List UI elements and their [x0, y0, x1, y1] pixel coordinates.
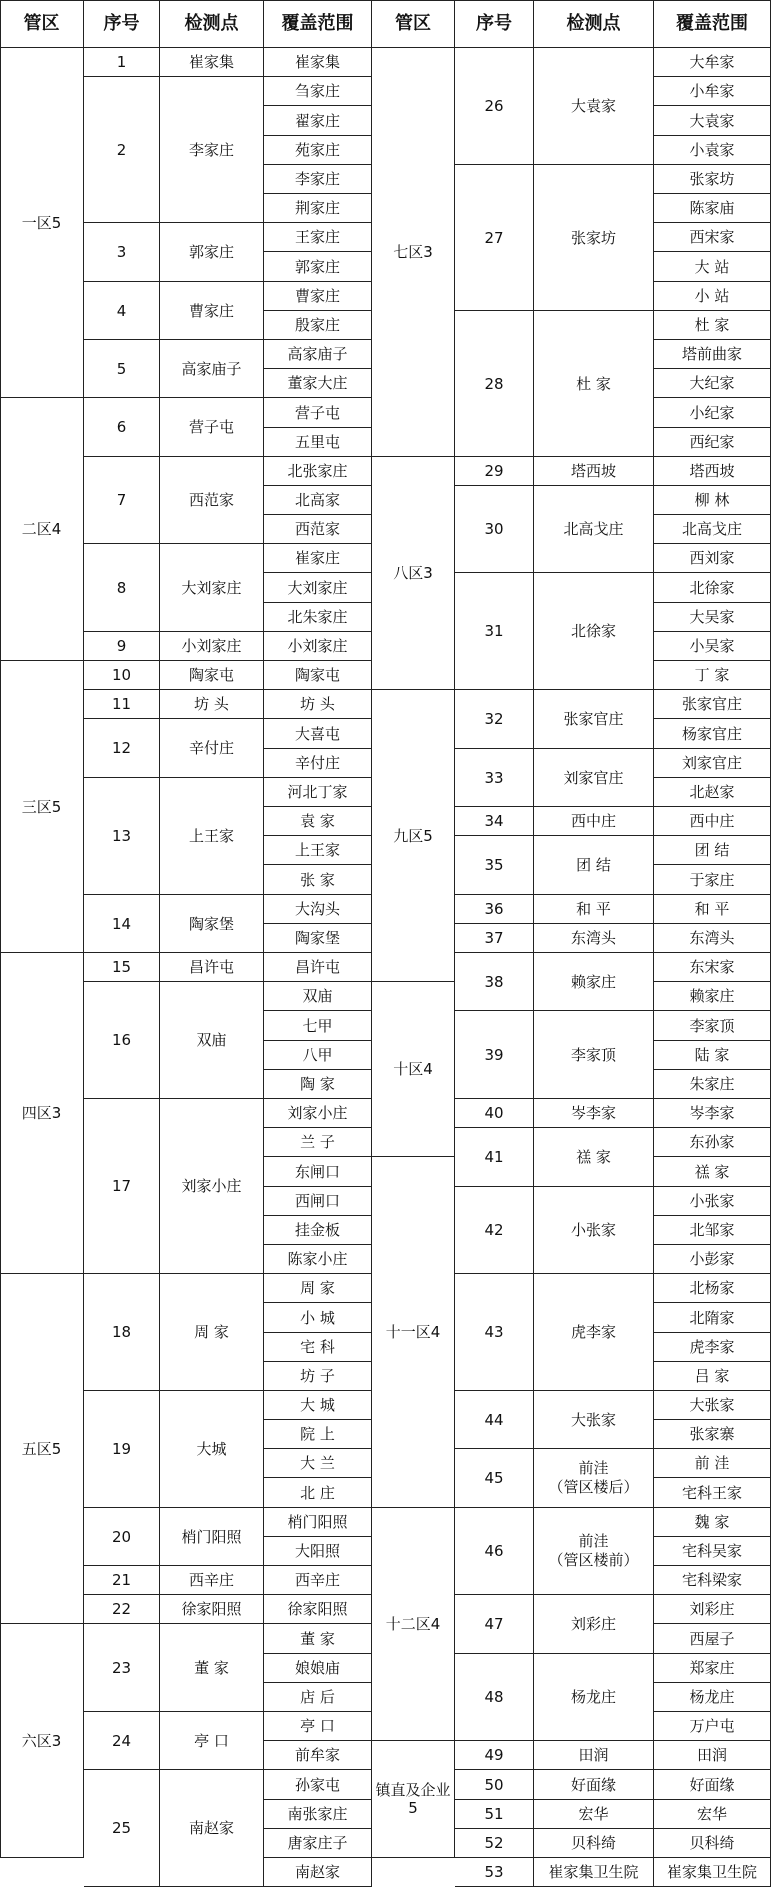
district-cell: 五区5 — [0, 1274, 84, 1624]
coverage-cell: 陈家庙 — [654, 194, 771, 223]
coverage-cell: 小纪家 — [654, 398, 771, 428]
checkpoint-cell: 宏华 — [534, 1800, 654, 1829]
district-cell: 六区3 — [0, 1624, 84, 1858]
coverage-cell: 西中庄 — [654, 807, 771, 836]
coverage-cell: 张家坊 — [654, 165, 771, 194]
coverage-cell: 大阳照 — [264, 1537, 372, 1566]
serial-cell: 9 — [84, 632, 160, 661]
coverage-cell: 小 城 — [264, 1303, 372, 1333]
header-cell: 覆盖范围 — [264, 0, 372, 48]
coverage-cell: 五里屯 — [264, 428, 372, 457]
header-cell: 管区 — [372, 0, 455, 48]
coverage-cell: 好面缘 — [654, 1770, 771, 1800]
coverage-cell: 大刘家庄 — [264, 573, 372, 603]
coverage-cell: 崔家集卫生院 — [654, 1858, 771, 1887]
serial-cell: 48 — [455, 1654, 534, 1741]
checkpoint-cell: 李家顶 — [534, 1011, 654, 1099]
coverage-cell: 杜 家 — [654, 311, 771, 340]
district-cell: 一区5 — [0, 48, 84, 398]
district-cell: 十一区4 — [372, 1157, 455, 1508]
serial-cell: 5 — [84, 340, 160, 398]
checkpoint-cell: 赖家庄 — [534, 953, 654, 1011]
serial-cell: 29 — [455, 457, 534, 486]
coverage-cell: 大张家 — [654, 1391, 771, 1420]
coverage-cell: 宅科梁家 — [654, 1566, 771, 1595]
coverage-cell: 北杨家 — [654, 1274, 771, 1303]
coverage-cell: 大 兰 — [264, 1449, 372, 1478]
coverage-cell: 苑家庄 — [264, 136, 372, 165]
coverage-cell: 陈家小庄 — [264, 1245, 372, 1274]
coverage-cell: 院 上 — [264, 1420, 372, 1449]
coverage-cell: 娘娘庙 — [264, 1654, 372, 1683]
serial-cell: 20 — [84, 1508, 160, 1566]
coverage-cell: 张 家 — [264, 865, 372, 895]
coverage-cell: 宅科王家 — [654, 1478, 771, 1508]
coverage-cell: 北 庄 — [264, 1478, 372, 1508]
header-cell: 序号 — [84, 0, 160, 48]
coverage-cell: 张家寨 — [654, 1420, 771, 1449]
serial-cell: 2 — [84, 77, 160, 223]
coverage-cell: 北邹家 — [654, 1216, 771, 1245]
coverage-cell: 团 结 — [654, 836, 771, 865]
coverage-cell: 曹家庄 — [264, 282, 372, 311]
serial-cell: 24 — [84, 1712, 160, 1770]
coverage-cell: 北赵家 — [654, 778, 771, 807]
coverage-cell: 北徐家 — [654, 573, 771, 603]
coverage-cell: 北张家庄 — [264, 457, 372, 486]
checkpoint-cell: 营子屯 — [160, 398, 264, 457]
coverage-cell: 刘家小庄 — [264, 1099, 372, 1128]
serial-cell: 33 — [455, 749, 534, 807]
checkpoint-cell: 梢门阳照 — [160, 1508, 264, 1566]
checkpoint-cell: 西范家 — [160, 457, 264, 544]
serial-cell: 13 — [84, 778, 160, 895]
coverage-cell: 贝科绮 — [654, 1829, 771, 1858]
coverage-cell: 翟家庄 — [264, 106, 372, 136]
coverage-cell: 梢门阳照 — [264, 1508, 372, 1537]
coverage-cell: 虎李家 — [654, 1333, 771, 1362]
checkpoint-cell: 大袁家 — [534, 48, 654, 165]
coverage-cell: 小袁家 — [654, 136, 771, 165]
coverage-cell: 北朱家庄 — [264, 603, 372, 632]
coverage-cell: 东孙家 — [654, 1128, 771, 1157]
checkpoint-cell: 岑李家 — [534, 1099, 654, 1128]
coverage-cell: 大吴家 — [654, 603, 771, 632]
checkpoint-cell: 亭 口 — [160, 1712, 264, 1770]
coverage-cell: 塔前曲家 — [654, 340, 771, 369]
checkpoint-cell: 塔西坡 — [534, 457, 654, 486]
coverage-cell: 西范家 — [264, 515, 372, 544]
header-cell: 管区 — [0, 0, 84, 48]
coverage-cell: 陆 家 — [654, 1041, 771, 1070]
coverage-cell: 亭 口 — [264, 1712, 372, 1741]
coverage-cell: 岑李家 — [654, 1099, 771, 1128]
serial-cell: 4 — [84, 282, 160, 340]
checkpoint-cell: 刘彩庄 — [534, 1595, 654, 1654]
coverage-cell: 南张家庄 — [264, 1800, 372, 1829]
checkpoint-cell: 禚 家 — [534, 1128, 654, 1187]
coverage-cell: 周 家 — [264, 1274, 372, 1303]
serial-cell: 42 — [455, 1187, 534, 1274]
checkpoint-cell: 上王家 — [160, 778, 264, 895]
coverage-cell: 大牟家 — [654, 48, 771, 77]
serial-cell: 53 — [455, 1858, 534, 1887]
coverage-cell: 西宋家 — [654, 223, 771, 252]
header-cell: 检测点 — [160, 0, 264, 48]
checkpoint-cell: 陶家堡 — [160, 895, 264, 953]
coverage-cell: 大纪家 — [654, 369, 771, 398]
coverage-cell: 郑家庄 — [654, 1654, 771, 1683]
serial-cell: 26 — [455, 48, 534, 165]
coverage-cell: 小 站 — [654, 282, 771, 311]
serial-cell: 49 — [455, 1741, 534, 1770]
checkpoint-cell: 高家庙子 — [160, 340, 264, 398]
checkpoint-cell: 好面缘 — [534, 1770, 654, 1800]
serial-cell: 25 — [84, 1770, 160, 1887]
serial-cell: 32 — [455, 690, 534, 749]
district-cell: 镇直及企业5 — [372, 1741, 455, 1858]
coverage-cell: 塔西坡 — [654, 457, 771, 486]
coverage-cell: 北高戈庄 — [654, 515, 771, 544]
coverage-cell: 刍家庄 — [264, 77, 372, 106]
serial-cell: 28 — [455, 311, 534, 457]
coverage-cell: 河北丁家 — [264, 778, 372, 807]
serial-cell: 47 — [455, 1595, 534, 1654]
header-cell: 覆盖范围 — [654, 0, 771, 48]
checkpoint-cell: 昌许屯 — [160, 953, 264, 982]
coverage-cell: 兰 子 — [264, 1128, 372, 1157]
coverage-cell: 坊 头 — [264, 690, 372, 719]
district-cell: 二区4 — [0, 398, 84, 661]
checkpoint-cell: 郭家庄 — [160, 223, 264, 282]
checkpoint-cell: 贝科绮 — [534, 1829, 654, 1858]
checkpoint-cell: 大刘家庄 — [160, 544, 264, 632]
coverage-cell: 陶 家 — [264, 1070, 372, 1099]
coverage-cell: 宏华 — [654, 1800, 771, 1829]
checkpoint-cell: 刘家小庄 — [160, 1099, 264, 1274]
coverage-cell: 荆家庄 — [264, 194, 372, 223]
district-cell: 九区5 — [372, 690, 455, 982]
coverage-cell: 昌许屯 — [264, 953, 372, 982]
coverage-cell: 大 站 — [654, 252, 771, 282]
coverage-cell: 田润 — [654, 1741, 771, 1770]
serial-cell: 51 — [455, 1800, 534, 1829]
coverage-cell: 王家庄 — [264, 223, 372, 252]
district-cell: 十二区4 — [372, 1508, 455, 1741]
coverage-cell: 西纪家 — [654, 428, 771, 457]
coverage-cell: 赖家庄 — [654, 982, 771, 1011]
district-cell: 七区3 — [372, 48, 455, 457]
checkpoint-cell: 周 家 — [160, 1274, 264, 1391]
serial-cell: 52 — [455, 1829, 534, 1858]
checkpoint-cell: 田润 — [534, 1741, 654, 1770]
district-cell: 四区3 — [0, 953, 84, 1274]
serial-cell: 35 — [455, 836, 534, 895]
checkpoint-cell: 徐家阳照 — [160, 1595, 264, 1624]
checkpoint-cell: 虎李家 — [534, 1274, 654, 1391]
serial-cell: 7 — [84, 457, 160, 544]
coverage-cell: 殷家庄 — [264, 311, 372, 340]
checkpoint-cell: 张家官庄 — [534, 690, 654, 749]
coverage-cell: 双庙 — [264, 982, 372, 1011]
checkpoint-cell: 刘家官庄 — [534, 749, 654, 807]
coverage-cell: 李家顶 — [654, 1011, 771, 1041]
coverage-cell: 北高家 — [264, 486, 372, 515]
serial-cell: 8 — [84, 544, 160, 632]
coverage-cell: 郭家庄 — [264, 252, 372, 282]
header-cell: 序号 — [455, 0, 534, 48]
coverage-cell: 孙家屯 — [264, 1770, 372, 1800]
serial-cell: 45 — [455, 1449, 534, 1508]
serial-cell: 15 — [84, 953, 160, 982]
coverage-cell: 东闸口 — [264, 1157, 372, 1187]
serial-cell: 12 — [84, 719, 160, 778]
serial-cell: 31 — [455, 573, 534, 690]
coverage-cell: 小牟家 — [654, 77, 771, 106]
coverage-cell: 辛付庄 — [264, 749, 372, 778]
checkpoint-cell: 前洼 （管区楼前） — [534, 1508, 654, 1595]
serial-cell: 30 — [455, 486, 534, 573]
coverage-cell: 大沟头 — [264, 895, 372, 924]
serial-cell: 38 — [455, 953, 534, 1011]
serial-cell: 1 — [84, 48, 160, 77]
coverage-cell: 陶家屯 — [264, 661, 372, 690]
serial-cell: 21 — [84, 1566, 160, 1595]
district-cell: 八区3 — [372, 457, 455, 690]
serial-cell: 37 — [455, 924, 534, 953]
checkpoint-cell: 西辛庄 — [160, 1566, 264, 1595]
checkpoint-cell: 小张家 — [534, 1187, 654, 1274]
coverage-cell: 坊 子 — [264, 1362, 372, 1391]
checkpoint-cell: 小刘家庄 — [160, 632, 264, 661]
serial-cell: 3 — [84, 223, 160, 282]
coverage-cell: 唐家庄子 — [264, 1829, 372, 1858]
serial-cell: 6 — [84, 398, 160, 457]
serial-cell: 41 — [455, 1128, 534, 1187]
checkpoint-cell: 杨龙庄 — [534, 1654, 654, 1741]
district-cell: 三区5 — [0, 661, 84, 953]
coverage-cell: 小刘家庄 — [264, 632, 372, 661]
coverage-cell: 陶家堡 — [264, 924, 372, 953]
serial-cell: 39 — [455, 1011, 534, 1099]
coverage-cell: 杨龙庄 — [654, 1683, 771, 1712]
checkpoint-cell: 大张家 — [534, 1391, 654, 1449]
coverage-cell: 八甲 — [264, 1041, 372, 1070]
coverage-cell: 小彭家 — [654, 1245, 771, 1274]
serial-cell: 43 — [455, 1274, 534, 1391]
coverage-cell: 挂金板 — [264, 1216, 372, 1245]
coverage-cell: 崔家集 — [264, 48, 372, 77]
checkpoint-cell: 西中庄 — [534, 807, 654, 836]
checkpoint-cell: 曹家庄 — [160, 282, 264, 340]
coverage-cell: 刘家官庄 — [654, 749, 771, 778]
checkpoint-cell: 和 平 — [534, 895, 654, 924]
checkpoint-cell: 坊 头 — [160, 690, 264, 719]
coverage-cell: 小张家 — [654, 1187, 771, 1216]
coverage-cell: 西闸口 — [264, 1187, 372, 1216]
coverage-cell: 崔家庄 — [264, 544, 372, 573]
coverage-cell: 前 洼 — [654, 1449, 771, 1478]
serial-cell: 19 — [84, 1391, 160, 1508]
serial-cell: 22 — [84, 1595, 160, 1624]
checkpoint-cell: 北徐家 — [534, 573, 654, 690]
serial-cell: 27 — [455, 165, 534, 311]
serial-cell: 14 — [84, 895, 160, 953]
checkpoint-cell: 南赵家 — [160, 1770, 264, 1887]
serial-cell: 10 — [84, 661, 160, 690]
coverage-cell: 袁 家 — [264, 807, 372, 836]
coverage-cell: 万户屯 — [654, 1712, 771, 1741]
checkpoint-cell: 北高戈庄 — [534, 486, 654, 573]
coverage-cell: 张家官庄 — [654, 690, 771, 719]
coverage-cell: 柳 林 — [654, 486, 771, 515]
coverage-cell: 宅 科 — [264, 1333, 372, 1362]
checkpoint-cell: 崔家集卫生院 — [534, 1858, 654, 1887]
serial-cell: 40 — [455, 1099, 534, 1128]
serial-cell: 36 — [455, 895, 534, 924]
coverage-cell: 东湾头 — [654, 924, 771, 953]
coverage-cell: 上王家 — [264, 836, 372, 865]
coverage-cell: 南赵家 — [264, 1858, 372, 1887]
coverage-cell: 大喜屯 — [264, 719, 372, 749]
serial-cell: 23 — [84, 1624, 160, 1712]
header-cell: 检测点 — [534, 0, 654, 48]
district-cell: 十区4 — [372, 982, 455, 1157]
checkpoint-cell: 张家坊 — [534, 165, 654, 311]
checkpoint-cell: 李家庄 — [160, 77, 264, 223]
checkpoint-cell: 大城 — [160, 1391, 264, 1508]
coverage-cell: 徐家阳照 — [264, 1595, 372, 1624]
serial-cell: 46 — [455, 1508, 534, 1595]
coverage-cell: 北隋家 — [654, 1303, 771, 1333]
coverage-cell: 魏 家 — [654, 1508, 771, 1537]
serial-cell: 16 — [84, 982, 160, 1099]
coverage-cell: 东宋家 — [654, 953, 771, 982]
coverage-cell: 营子屯 — [264, 398, 372, 428]
checkpoint-cell: 双庙 — [160, 982, 264, 1099]
serial-cell: 50 — [455, 1770, 534, 1800]
coverage-cell: 西刘家 — [654, 544, 771, 573]
coverage-cell: 董 家 — [264, 1624, 372, 1654]
checkpoint-cell: 辛付庄 — [160, 719, 264, 778]
coverage-cell: 禚 家 — [654, 1157, 771, 1187]
coverage-cell: 大袁家 — [654, 106, 771, 136]
coverage-cell: 西屋子 — [654, 1624, 771, 1654]
coverage-cell: 大 城 — [264, 1391, 372, 1420]
coverage-cell: 高家庙子 — [264, 340, 372, 369]
checkpoint-cell: 陶家屯 — [160, 661, 264, 690]
coverage-cell: 店 后 — [264, 1683, 372, 1712]
checkpoint-cell: 杜 家 — [534, 311, 654, 457]
coverage-cell: 杨家官庄 — [654, 719, 771, 749]
checkpoint-cell: 前洼 （管区楼后） — [534, 1449, 654, 1508]
checkpoint-cell: 东湾头 — [534, 924, 654, 953]
coverage-cell: 七甲 — [264, 1011, 372, 1041]
coverage-cell: 刘彩庄 — [654, 1595, 771, 1624]
coverage-cell: 前牟家 — [264, 1741, 372, 1770]
checkpoint-cell: 崔家集 — [160, 48, 264, 77]
checkpoint-cell: 董 家 — [160, 1624, 264, 1712]
coverage-cell: 于家庄 — [654, 865, 771, 895]
coverage-cell: 西辛庄 — [264, 1566, 372, 1595]
coverage-cell: 丁 家 — [654, 661, 771, 690]
coverage-cell: 董家大庄 — [264, 369, 372, 398]
coverage-cell: 宅科吴家 — [654, 1537, 771, 1566]
serial-cell: 11 — [84, 690, 160, 719]
coverage-cell: 和 平 — [654, 895, 771, 924]
coverage-cell: 吕 家 — [654, 1362, 771, 1391]
coverage-cell: 李家庄 — [264, 165, 372, 194]
serial-cell: 34 — [455, 807, 534, 836]
serial-cell: 17 — [84, 1099, 160, 1274]
checkpoint-cell: 团 结 — [534, 836, 654, 895]
serial-cell: 44 — [455, 1391, 534, 1449]
serial-cell: 18 — [84, 1274, 160, 1391]
coverage-cell: 朱家庄 — [654, 1070, 771, 1099]
coverage-cell: 小吴家 — [654, 632, 771, 661]
